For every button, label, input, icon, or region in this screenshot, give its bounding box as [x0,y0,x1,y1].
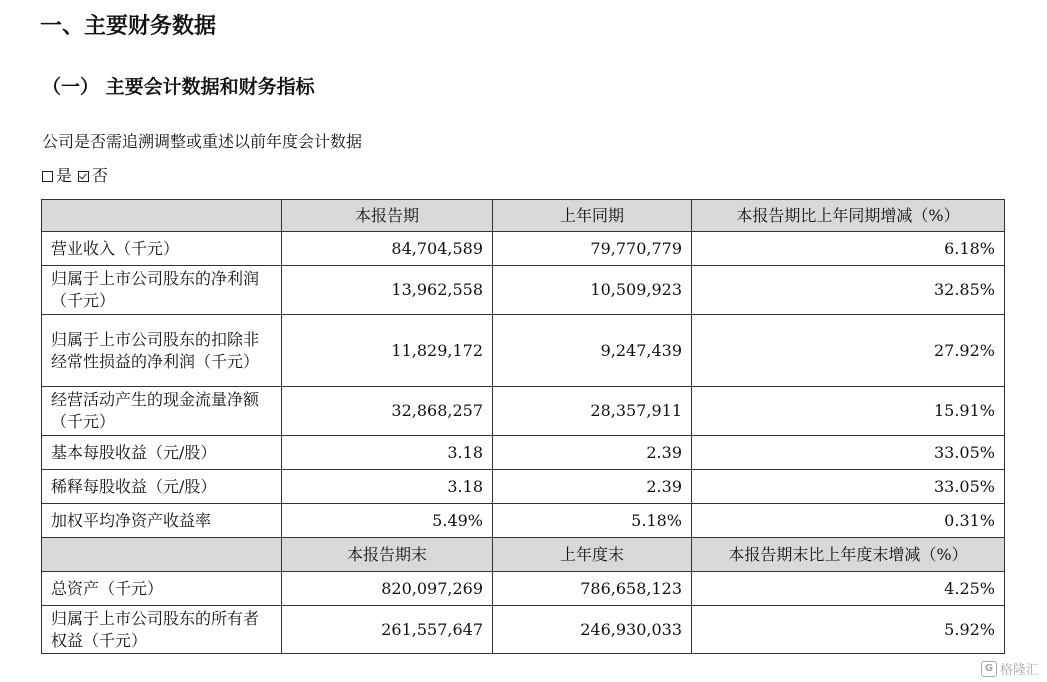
table-row [42,504,1005,538]
row-current: 32,868,257 [282,387,493,436]
subsection-title: （一） 主要会计数据和财务指标 [42,76,315,98]
row-label: 经营活动产生的现金流量净额（千元） [42,387,282,436]
option-no [78,164,108,188]
row-prior: 79,770,779 [493,232,692,266]
table-row [42,266,1005,315]
row-label: 归属于上市公司股东的所有者权益（千元） [42,606,282,654]
row-prior: 5.18% [493,504,692,538]
header-cell-blank [42,538,282,572]
row-change: 4.25% [692,572,1005,606]
checkbox-yes-icon [42,171,53,182]
checkbox-no-checked-icon [78,171,89,182]
header-cell-blank [42,200,282,232]
table-header-row [42,200,1005,232]
table-row [42,232,1005,266]
row-prior: 786,658,123 [493,572,692,606]
row-prior: 28,357,911 [493,387,692,436]
row-label: 营业收入（千元） [42,232,282,266]
header-current-period: 本报告期 [282,200,493,232]
row-current: 3.18 [282,470,493,504]
row-change: 32.85% [692,266,1005,315]
option-yes-label: 是 [56,166,73,185]
watermark [981,659,1039,678]
row-label: 总资产（千元） [42,572,282,606]
header-current-period-end: 本报告期末 [282,538,493,572]
table-row [42,387,1005,436]
row-current: 5.49% [282,504,493,538]
header-change-period-end: 本报告期末比上年度末增减（%） [692,538,1005,572]
restatement-options [42,164,114,188]
row-prior: 2.39 [493,470,692,504]
table-row [42,470,1005,504]
row-change: 33.05% [692,436,1005,470]
row-change: 5.92% [692,606,1005,654]
row-change: 6.18% [692,232,1005,266]
restatement-question: 公司是否需追溯调整或重述以前年度会计数据 [42,132,363,151]
table-row [42,315,1005,387]
row-current: 3.18 [282,436,493,470]
watermark-text: 格隆汇 [999,663,1039,678]
row-current: 261,557,647 [282,606,493,654]
table-row [42,572,1005,606]
row-prior: 2.39 [493,436,692,470]
option-no-label: 否 [92,166,109,185]
table-row [42,436,1005,470]
row-prior: 246,930,033 [493,606,692,654]
row-label: 基本每股收益（元/股） [42,436,282,470]
row-current: 13,962,558 [282,266,493,315]
option-yes [42,164,72,188]
row-label: 归属于上市公司股东的扣除非经常性损益的净利润（千元） [42,315,282,387]
row-prior: 10,509,923 [493,266,692,315]
row-current: 84,704,589 [282,232,493,266]
header-prior-year-end: 上年度末 [493,538,692,572]
row-prior: 9,247,439 [493,315,692,387]
header-change: 本报告期比上年同期增减（%） [692,200,1005,232]
row-label: 稀释每股收益（元/股） [42,470,282,504]
row-current: 11,829,172 [282,315,493,387]
row-label: 归属于上市公司股东的净利润（千元） [42,266,282,315]
financial-data-table [41,199,1005,654]
header-prior-period: 上年同期 [493,200,692,232]
row-change: 27.92% [692,315,1005,387]
table-row [42,606,1005,654]
watermark-logo-icon: G [981,661,997,677]
section-title: 一、主要财务数据 [40,14,217,39]
row-change: 15.91% [692,387,1005,436]
row-current: 820,097,269 [282,572,493,606]
row-change: 0.31% [692,504,1005,538]
row-label: 加权平均净资产收益率 [42,504,282,538]
table-header-row-period-end [42,538,1005,572]
row-change: 33.05% [692,470,1005,504]
